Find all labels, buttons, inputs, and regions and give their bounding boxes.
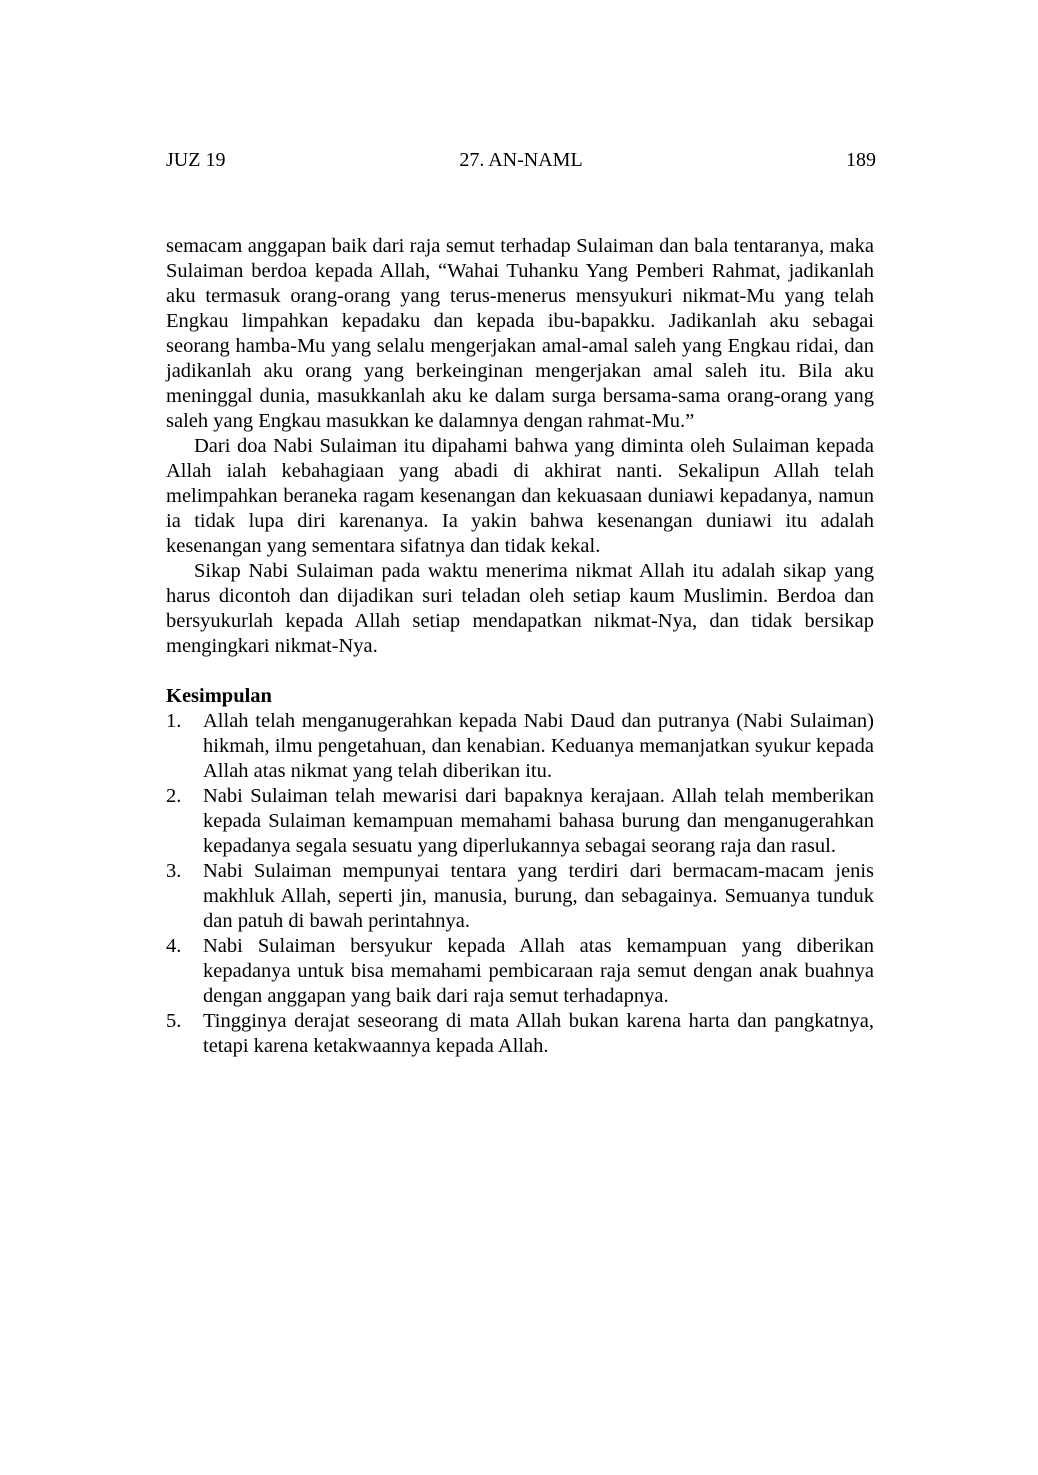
- body-paragraph-1: semacam anggapan baik dari raja semut terhadap Sulaiman dan bala tentaranya, maka Sulaiman berdoa kepada Allah, “Wahai Tuhanku Yang Pemberi Rahmat, jadikanlah aku termasuk orang-orang yang terus-menerus mensyukuri nikmat-Mu yang telah Engkau limpahkan kepadaku dan kepada ibu-bapakku. Jadikanlah aku sebagai seorang hamba-Mu yang selalu mengerjakan amal-amal saleh yang Engkau ridai, dan jadikanlah aku orang yang berkeinginan mengerjakan amal saleh itu. Bila aku meninggal dunia, masukkanlah aku ke dalam surga bersama-sama orang-orang yang saleh yang Engkau masukkan ke dalamnya dengan rahmat-Mu.”: [166, 235, 874, 432]
- body-paragraph-2: Dari doa Nabi Sulaiman itu dipahami bahwa yang diminta oleh Sulaiman kepada Allah ialah kebahagiaan yang abadi di akhirat nanti. Sekalipun Allah telah melimpahkan beraneka ragam kesenangan dan kekuasaan duniawi kepadanya, namun ia tidak lupa diri karenanya. Ia yakin bahwa kesenangan duniawi itu adalah kesenangan yang sementara sifatnya dan tidak kekal.: [166, 435, 874, 557]
- list-item: [166, 784, 874, 859]
- page-number: 189: [846, 149, 876, 171]
- list-item: [166, 859, 874, 934]
- list-item: [166, 1009, 874, 1059]
- list-item-text: Tingginya derajat seseorang di mata Allah bukan karena harta dan pangkatnya, tetapi karena ketakwaannya kepada Allah.: [203, 1010, 874, 1057]
- list-item-text: Allah telah menganugerahkan kepada Nabi Daud dan putranya (Nabi Sulaiman) hikmah, ilmu pengetahuan, dan kenabian. Keduanya memanjatkan syukur kepada Allah atas nikmat yang telah diberikan itu.: [203, 710, 874, 782]
- conclusion-list: [166, 709, 874, 1059]
- running-header: [166, 146, 876, 174]
- list-item-text: Nabi Sulaiman bersyukur kepada Allah atas kemampuan yang diberikan kepadanya untuk bisa memahami pembicaraan raja semut dengan anak buahnya dengan anggapan yang baik dari raja semut terhadapnya.: [203, 935, 874, 1007]
- list-item-number: 5.: [166, 1010, 182, 1032]
- conclusion-heading: Kesimpulan: [166, 685, 272, 707]
- list-item: [166, 709, 874, 784]
- list-item-text: Nabi Sulaiman mempunyai tentara yang terdiri dari bermacam-macam jenis makhluk Allah, seperti jin, manusia, burung, dan sebagainya. Semuanya tunduk dan patuh di bawah perintahnya.: [203, 860, 874, 932]
- chapter-title: 27. AN-NAML: [459, 149, 583, 171]
- list-item-number: 3.: [166, 860, 182, 882]
- list-item-number: 4.: [166, 935, 182, 957]
- list-item-text: Nabi Sulaiman telah mewarisi dari bapaknya kerajaan. Allah telah memberikan kepada Sulaiman kemampuan memahami bahasa burung dan menganugerahkan kepadanya segala sesuatu yang diperlukannya sebagai seorang raja dan rasul.: [203, 785, 874, 857]
- juz-label: JUZ 19: [166, 149, 226, 171]
- list-item-number: 2.: [166, 785, 182, 807]
- body-paragraph-3: Sikap Nabi Sulaiman pada waktu menerima nikmat Allah itu adalah sikap yang harus dicontoh dan dijadikan suri teladan oleh setiap kaum Muslimin. Berdoa dan bersyukurlah kepada Allah setiap mendapatkan nikmat-Nya, dan tidak bersikap mengingkari nikmat-Nya.: [166, 560, 874, 657]
- list-item-number: 1.: [166, 710, 182, 732]
- page-body: [166, 234, 874, 1059]
- list-item: [166, 934, 874, 1009]
